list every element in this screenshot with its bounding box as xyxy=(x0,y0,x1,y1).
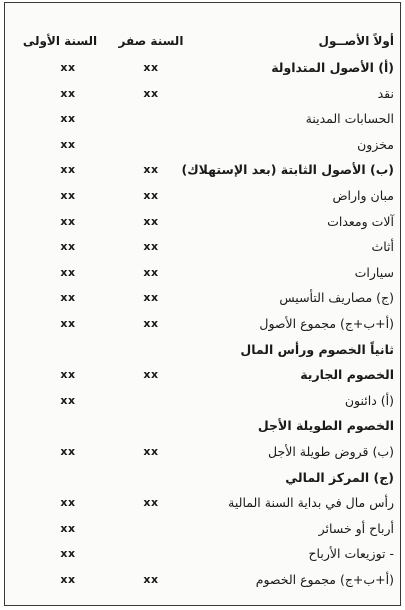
row-label: مخزون xyxy=(357,136,394,152)
row-label: (أ+ب+ج) مجموع الخصوم xyxy=(255,572,394,587)
table-row xyxy=(5,184,400,208)
year-zero-value xyxy=(123,107,179,131)
row-label: الحسابات المدينة xyxy=(305,111,394,127)
table-row xyxy=(5,210,400,234)
year-zero-value: xx xyxy=(143,317,159,330)
year-zero-value: xx xyxy=(143,163,159,177)
year-one-value: xx xyxy=(60,137,76,151)
table-row xyxy=(5,261,400,285)
table-row xyxy=(5,133,400,157)
year-one-value: xx xyxy=(60,112,76,126)
row-label: نقد xyxy=(377,85,394,101)
year-one-value: xx xyxy=(60,163,76,177)
row-label: (ب) الأصول الثابتة (بعد الإستهلاك) xyxy=(181,162,394,178)
year-zero-value xyxy=(123,338,179,362)
row-label: أرباح أو خسائر xyxy=(318,520,394,536)
year-zero-value: xx xyxy=(143,265,159,279)
table-row xyxy=(5,363,400,387)
year-zero-value: xx xyxy=(143,240,159,254)
year-zero-value: xx xyxy=(143,189,159,202)
year-one-value: xx xyxy=(60,496,76,510)
row-label: (أ) دائنون xyxy=(344,392,394,408)
year-one-value: xx xyxy=(60,86,76,100)
row-label: آلات ومعدات xyxy=(327,213,394,229)
row-label: مبان واراض xyxy=(332,188,394,203)
row-label: سيارات xyxy=(354,264,394,280)
table-row xyxy=(5,107,400,131)
column-header-year-zero: السنة صفر xyxy=(118,34,184,48)
table-header xyxy=(5,31,400,51)
year-one-value: xx xyxy=(60,573,76,586)
table-row xyxy=(5,568,400,592)
year-one-value: xx xyxy=(60,291,76,305)
year-one-value: xx xyxy=(60,265,76,279)
row-label: (ج) مصاريف التأسيس xyxy=(279,290,394,306)
year-zero-value: xx xyxy=(143,291,159,305)
table-row xyxy=(5,158,400,182)
row-label: - توزيعات الأرباح xyxy=(308,546,394,562)
year-zero-value: xx xyxy=(143,368,159,382)
year-zero-value xyxy=(123,133,179,157)
row-label: رأس مال في بداية السنة المالية xyxy=(228,495,394,511)
table-row xyxy=(5,235,400,259)
table-row xyxy=(5,338,400,362)
row-label: (أ) الأصول المتداولة xyxy=(271,60,394,75)
column-header-year-one: السنة الأولى xyxy=(22,34,98,48)
table-row xyxy=(5,542,400,566)
row-label: ثانياً الخصوم ورأس المال xyxy=(240,341,394,357)
year-zero-value: xx xyxy=(143,573,159,586)
year-one-value: xx xyxy=(60,317,76,330)
table-row xyxy=(5,56,400,80)
year-zero-value xyxy=(123,542,179,566)
year-one-value: xx xyxy=(60,547,76,561)
year-one-value: xx xyxy=(60,240,76,254)
table-row xyxy=(5,82,400,106)
year-one-value: xx xyxy=(60,214,76,228)
table-row xyxy=(5,286,400,310)
year-zero-value: xx xyxy=(143,61,159,74)
assets-section-title: أولاً الأصــول xyxy=(318,34,394,48)
year-zero-value xyxy=(123,389,179,413)
table-row xyxy=(5,414,400,438)
row-label: (ج) المركز المالي xyxy=(285,469,394,485)
year-zero-value xyxy=(123,466,179,490)
row-label: الخصوم الجارية xyxy=(300,367,394,383)
year-zero-value: xx xyxy=(143,86,159,100)
year-zero-value: xx xyxy=(143,214,159,228)
year-one-value: xx xyxy=(60,189,76,202)
year-one-value: xx xyxy=(60,61,76,74)
year-zero-value xyxy=(123,414,179,438)
year-one-value: xx xyxy=(60,368,76,382)
year-one-value: xx xyxy=(60,445,76,458)
year-one-value: xx xyxy=(60,521,76,535)
balance-sheet xyxy=(4,2,401,606)
row-label: أثاث xyxy=(371,239,394,255)
table-row xyxy=(5,389,400,413)
table-row xyxy=(5,466,400,490)
year-one-value xyxy=(35,414,101,438)
year-zero-value xyxy=(123,517,179,541)
year-one-value xyxy=(35,466,101,490)
year-one-value xyxy=(35,338,101,362)
table-row xyxy=(5,312,400,336)
table-row xyxy=(5,440,400,464)
table-row xyxy=(5,491,400,515)
row-label: (ب) قروض طويلة الأجل xyxy=(268,444,394,459)
row-label: الخصوم الطويلة الأجل xyxy=(257,418,394,434)
year-zero-value: xx xyxy=(143,445,159,458)
row-label: (أ+ب+ج) مجموع الأصول xyxy=(259,316,394,331)
year-one-value: xx xyxy=(60,393,76,407)
year-zero-value: xx xyxy=(143,496,159,510)
table-row xyxy=(5,517,400,541)
